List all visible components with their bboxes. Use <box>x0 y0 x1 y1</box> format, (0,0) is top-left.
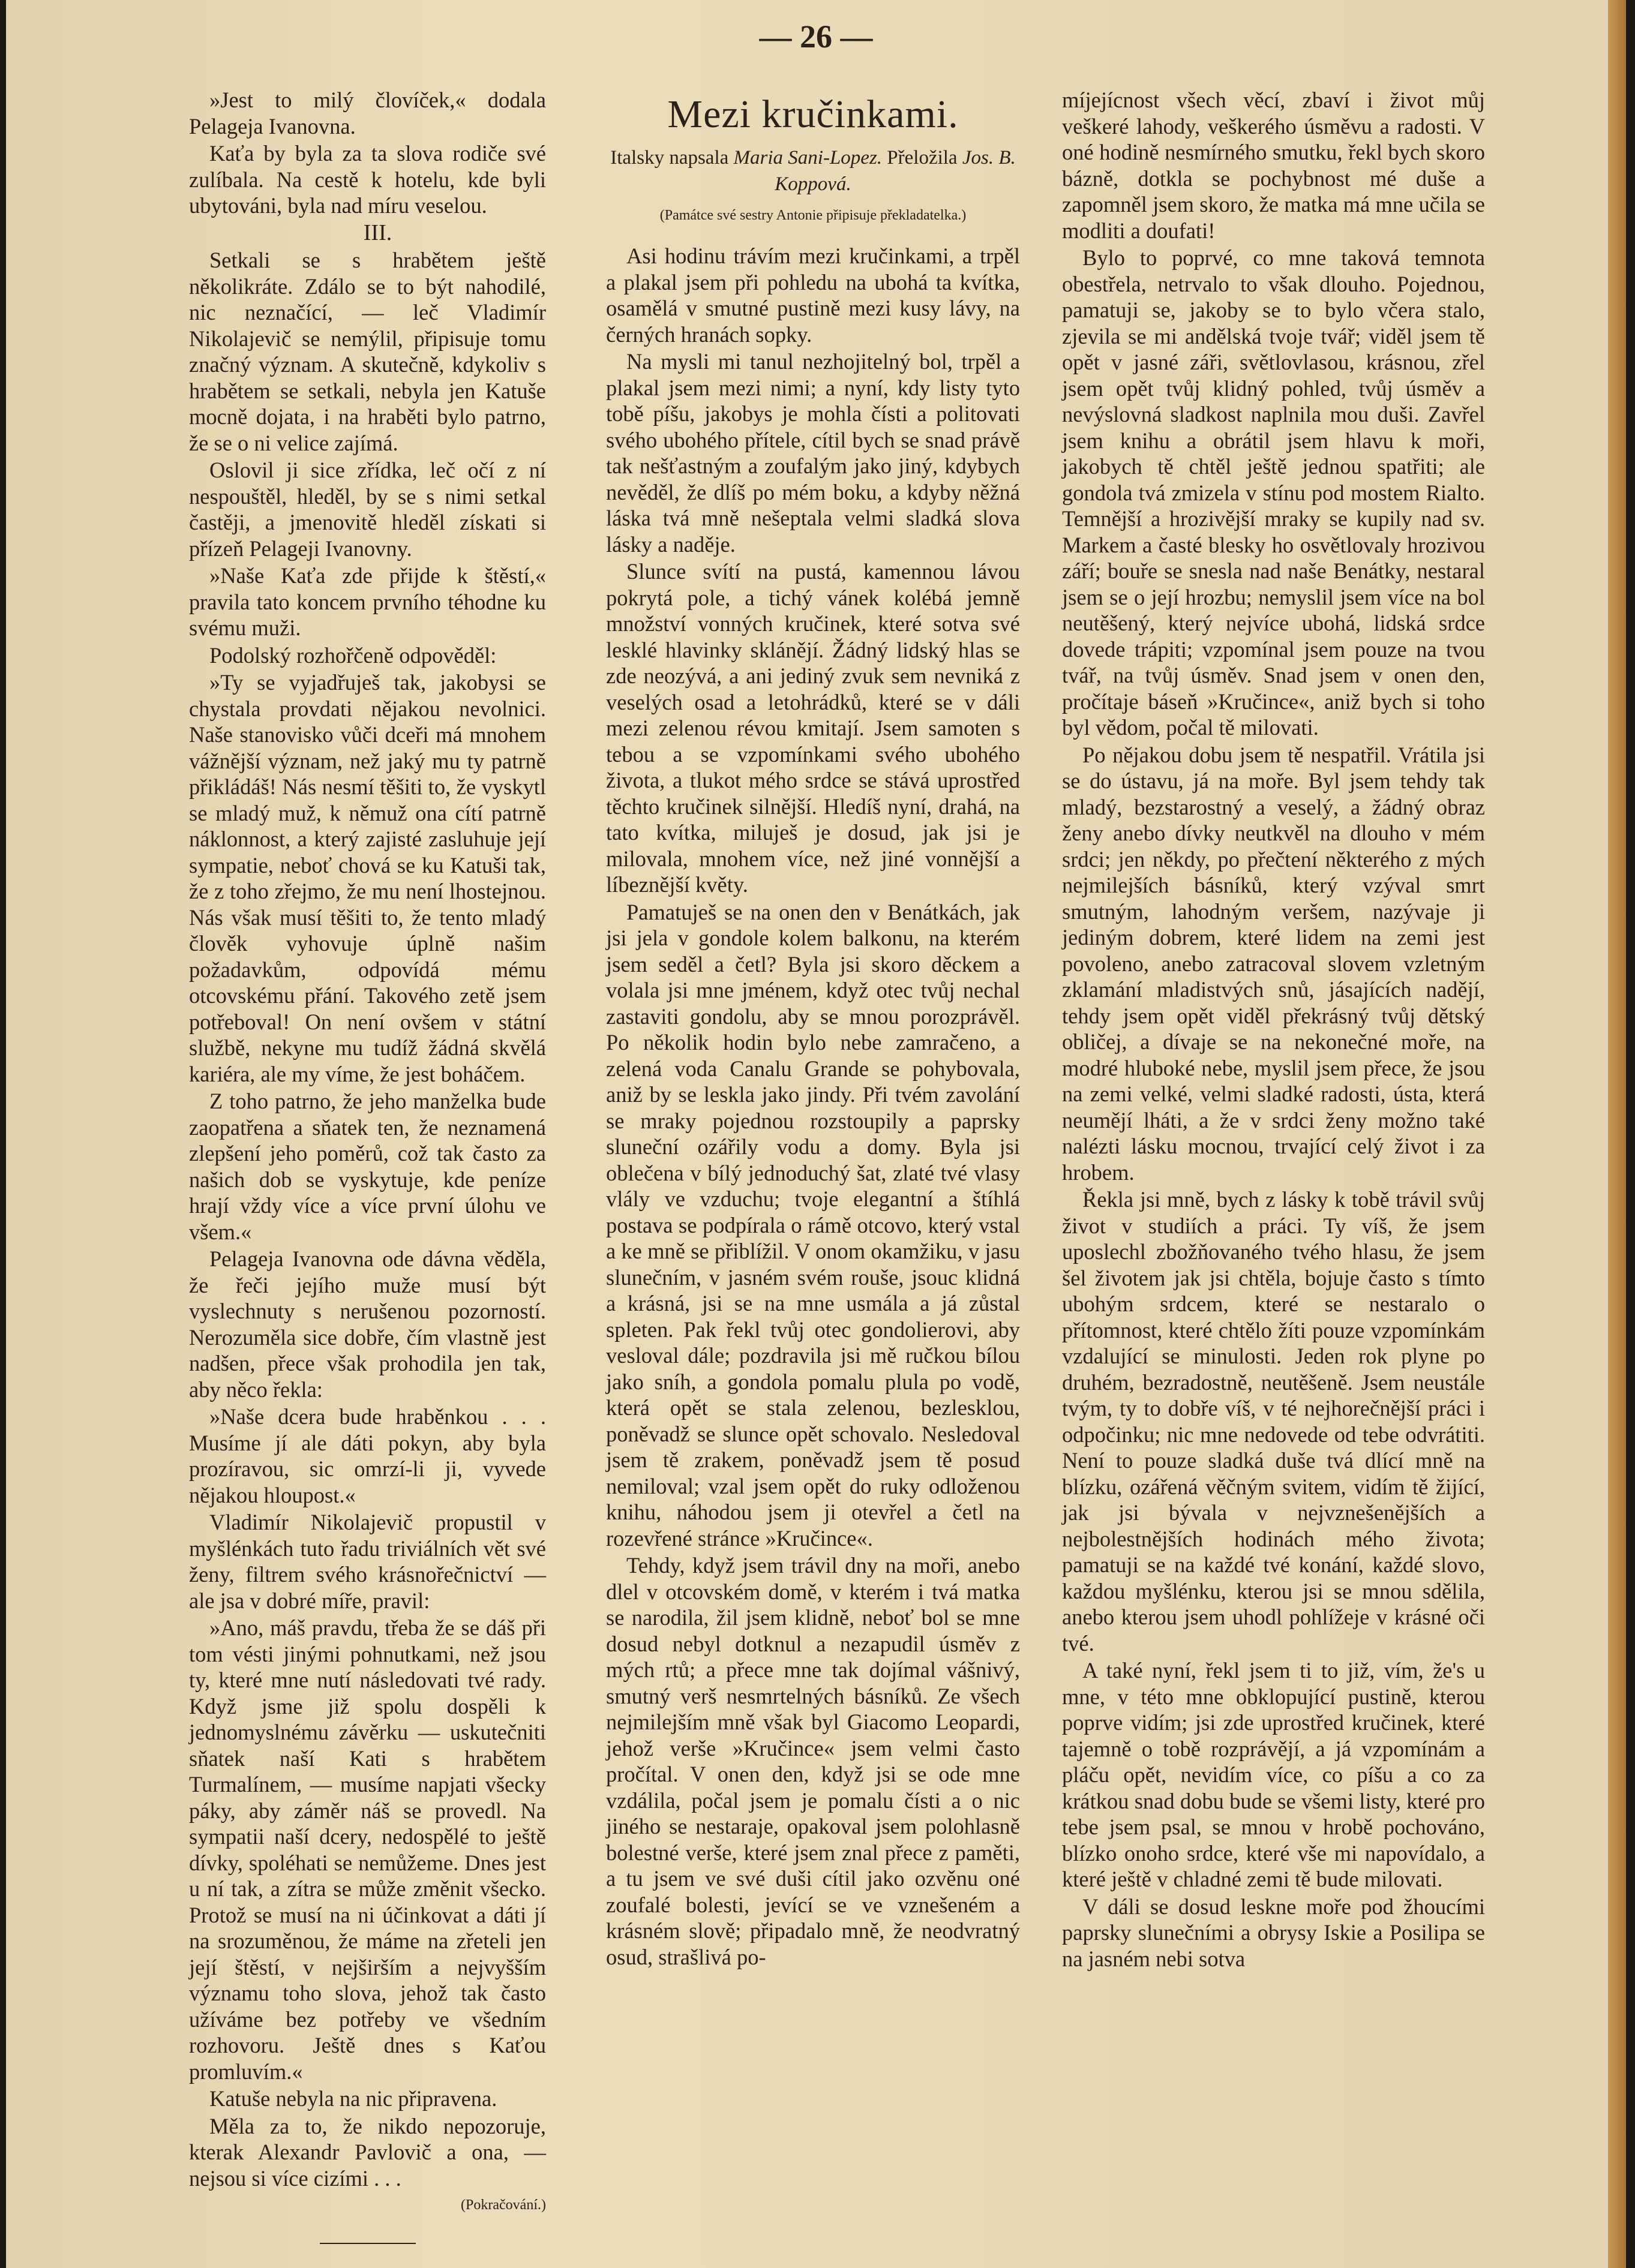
translator-name: Jos. B. Koppová. <box>775 147 1016 195</box>
continued-note: (Pokračování.) <box>461 2197 546 2213</box>
story-paragraph: Pelageja Ivanovna ode dávna věděla, že řeči jejího muže musí být vyslechnuty s nerušenou pozorností. Nerozuměla sice dobře, čím vlastně jest nadšen, přece však prohodila jen tak, aby něco řekla: <box>189 1246 546 1402</box>
article-paragraph: Tehdy, když jsem trávil dny na moři, anebo dlel v otcovském domě, v kterém i tvá matka se narodila, žil jsem klidně, neboť bol se mne dosud nebyl dotknul a nezapudil úsměv z mých rtů; a přece mne tak dojímal vášnivý, smutný verš nesmrtelných básníků. Ze všech nejmilejším mně však byl Giacomo Leopardi, jehož verše »Kručince« jsem velmi často pročítal. V onen den, když jsi se ode mne vzdálila, počal jsem je pomalu čísti a o nic jiného se nestaraje, opakoval jsem polohlasně bolestné verše, které jsem znal přece z paměti, a tu jsem ve své duši cítil jako ozvěnu oné zoufalé bolesti, jevící se ve vznešeném a krásném slově; připadalo mně, že neodvratný osud, strašlivá po- <box>606 1553 1020 1969</box>
article-paragraph: Na mysli mi tanul nezhojitelný bol, trpěl a plakal jsem mezi nimi; a nyní, kdy listy tyto tobě píšu, jakobys je mohla čísti a politovati svého ubohého přítele, cítil bych se snad právě tak nešťastným a zoufalým jako jiný, kdybych nevěděl, že dlíš po mém boku, a kdyby něžná láska tvá mně nešeptala velmi sladká slova lásky a naděje. <box>606 349 1020 557</box>
article-paragraph: Pamatuješ se na onen den v Benátkách, jak jsi jela v gondole kolem balkonu, na kterém jsem seděl a četl? Byla jsi skoro děckem a volala jsi mne jménem, když otec tvůj nechal zastaviti gondolu, aby se mnou porozprávěl. Po několik hodin bylo nebe zamračeno, a zelená voda Canalu Grande se pohybovala, aniž by se leskla jako jindy. Při tvém zavolání se mraky pojednou rozstoupily a paprsky sluneční ozářily vodu a domy. Byla jsi oblečena v bílý jednoduchý šat, zlaté tvé vlasy vlály ve vzduchu; tvoje elegantní a štíhlá postava se podpírala o rámě otcovo, který vstal a ke mně se přiblížil. V onom okamžiku, v jasu slunečním, v jasném svém rouše, jsouc klidná a krásná, jsi se na mne usmála a já zůstal spleten. Pak řekl tvůj otec gondolierovi, aby vesloval dále; pozdravila jsi mě ručkou bílou jako sníh, a gondola pomalu plula po vodě, která opět se stala zelenou, bezlesklou, poněvadž se slunce opět schovalo. Nesledoval jsem tě zrakem, poněvadž jsem tě posud nemiloval; vzal jsem opět do ruky odloženou knihu, náhodou jsem ji otevřel a četl na rozevřené stránce »Kručince«. <box>606 899 1020 1551</box>
byline <box>606 145 1020 197</box>
story-paragraph: »Naše dcera bude hraběnkou . . . Musíme jí ale dáti pokyn, aby byla prozíravou, sic omrzí-li ji, vyvede nějakou hloupost.« <box>189 1404 546 1507</box>
article-title: Mezi kručinkami. <box>667 92 959 136</box>
article-paragraph: míjejícnost všech věcí, zbaví i život můj veškeré lahody, veškerého úsměvu a radosti. V oné hodině nesmírného smutku, řekl bych skoro bázně, dotkla se pochybnost mé duše a zapomněl jsem skoro, že matka má mne učila se modliti a doufati! <box>1062 88 1485 243</box>
dedication: (Památce své sestry Antonie připisuje překladatelka.) <box>659 208 967 223</box>
story-paragraph: Z toho patrno, že jeho manželka bude zaopatřena a sňatek ten, že neznamená zlepšení jeho poměrů, což tak často za našich dob se vyskytuje, kde peníze hrají vždy více a více první úlohu ve všem.« <box>189 1089 546 1244</box>
byline-prefix: Italsky napsala <box>610 147 729 169</box>
story-paragraph: »Ano, máš pravdu, třeba že se dáš při tom vésti jinými pohnutkami, než jsou ty, které mne nutí následovati tvé rady. Když jsme již spolu dospěli k jednomyslnému závěrku — uskutečniti sňatek naší Kati s hrabětem Turmalínem, — musíme napjati všecky páky, aby záměr náš se provedl. Na sympatii naší dcery, nedospělé to ještě dívky, spoléhati se nemůžeme. Dnes jest u ní tak, a zítra se může změnit všecko. Protož se musí na ni účinkovat a dáti jí na srozuměnou, že máme na zřeteli jen její štěstí, v nejširším a nejvyšším významu toho slova, jehož tak často užíváme bez potřeby ve všedním rozhovoru. Ještě dnes s Kaťou promluvím.« <box>189 1615 546 2084</box>
article-paragraph: Bylo to poprvé, co mne taková temnota obestřela, netrvalo to však dlouho. Pojednou, pamatuji se, jakoby se to bylo včera stalo, zjevila se mi andělská tvoje tvář; viděl jsem tě opět v jasné záři, světlovlasou, krásnou, zřel jsem opět tvůj klidný pohled, tvůj úsměv a nevýslovná sladkost naplnila mou duši. Zavřel jsem knihu a obrátil jsem hlavu k moři, jakobych tě chtěl ještě jednou spatřiti; ale gondola tvá zmizela v stínu pod mostem Rialto. Temnější a hrozivější mraky se kupily nad sv. Markem a časté blesky ho osvětlovaly hrozivou září; bouře se snesla nad naše Benátky, nestaral jsem se o její hrozbu; nemyslil jsem více na bol neutěšený, který nejvíce ubohá, lidská srdce dovede trápiti; vzpomínal jsem pouze na tvou tvář, na tvůj úsměv. Snad jsem v onen den, pročítaje báseň »Kručince«, aniž bych si toho byl vědom, počal tě milovati. <box>1062 245 1485 740</box>
article-paragraph: Po nějakou dobu jsem tě nespatřil. Vrátila jsi se do ústavu, já na moře. Byl jsem tehdy tak mladý, bezstarostný a veselý, a žádný obraz ženy anebo dívky neutkvěl na dlouho v mém srdci; jen někdy, po přečtení některého z mých nejmilejších básníků, který vzýval smrt smutným, lahodným veršem, nazývaje ji jediným dobrem, které lidem na zemi jest povoleno, anebo zatracoval slovem vzletným zklamání mladistvých snů, jásajících nadějí, tehdy jsem opět viděl překrásný tvůj dětský obličej, a dívaje se na nekonečné moře, na modré hluboké nebe, myslil jsem přece, že jsou na zemi velké, velmi sladké radosti, ústa, která neumějí lháti, a že v srdci ženy možno také nalézti lásku mocnou, trvající celý život i za hrobem. <box>1062 742 1485 1185</box>
story-paragraph: »Jest to milý človíček,« dodala Pelageja Ivanovna. <box>189 88 546 139</box>
story-paragraph: Katuše nebyla na nic připravena. <box>209 2086 497 2111</box>
column-1-story <box>189 87 546 2244</box>
section-heading: III. <box>363 220 392 245</box>
end-rule <box>320 2243 416 2244</box>
story-paragraph: Oslovil ji sice zřídka, leč očí z ní nespouštěl, hleděl, by se s nimi setkal častěji, a jmenovitě hleděl získati si přízeň Pelageji Ivanovny. <box>189 458 546 561</box>
page-number: — 26 — <box>759 19 873 55</box>
story-paragraph: Vladimír Nikolajevič propustil v myšlénkách tuto řadu triviálních vět své ženy, filtrem svého krásnořečnictví — ale jsa v dobré míře, pravil: <box>189 1510 546 1613</box>
column-3-article <box>1062 87 1485 1973</box>
story-paragraph: Měla za to, že nikdo nepozoruje, kterak Alexandr Pavlovič a ona, — nejsou si více cizími . . . <box>189 2113 546 2191</box>
page-edge <box>1608 0 1626 2268</box>
newspaper-page <box>6 0 1626 2268</box>
story-paragraph: Kaťa by byla za ta slova rodiče své zulíbala. Na cestě k hotelu, kde byli ubytováni, byla nad míru veselou. <box>189 141 546 218</box>
story-paragraph: »Naše Kaťa zde přijde k štěstí,« pravila tato koncem prvního téhodne ku svému muži. <box>189 563 546 640</box>
article-paragraph: Asi hodinu trávím mezi kručinkami, a trpěl a plakal jsem při pohledu na ubohá ta kvítka, osamělá v smutné pustině mezi kusy lávy, na černých hranách sopky. <box>606 244 1020 347</box>
author-name: Maria Sani-Lopez. <box>733 147 883 169</box>
column-2-article <box>606 87 1020 1971</box>
story-paragraph: Setkali se s hrabětem ještě několikráte. Zdálo se to být nahodilé, nic neznačící, — leč Vladimír Nikolajevič se nemýlil, připisuje tomu značný význam. A skutečně, kdykoliv s hrabětem se setkali, nebyla jen Katuše mocně dojata, i na hraběti bylo patrno, že se o ni velice zajímá. <box>189 248 546 455</box>
article-paragraph: A také nyní, řekl jsem ti to již, vím, že's u mne, v této mne obklopující pustině, kterou poprve vidím; jsi zde uprostřed kručinek, které tajemně o tobě rozprávějí, a já vzpomínám a pláču opět, nevidím více, co píšu a co za krátkou snad dobu bude se všemi listy, které pro tebe jsem psal, se mnou v hrobě pochováno, blízko onoho srdce, které vše mi napovídalo, a které ještě v chladné zemi tě bude milovati. <box>1062 1658 1485 1891</box>
article-paragraph: V dáli se dosud leskne moře pod žhoucími paprsky slunečními a obrysy Iskie a Posilipa se na jasném nebi sotva <box>1062 1894 1485 1971</box>
article-paragraph: Řekla jsi mně, bych z lásky k tobě trávil svůj život v studiích a práci. Ty víš, že jsem uposlechl zbožňovaného tvého hlasu, že jsem šel životem jak jsi chtěla, bojuje často s tímto ubohým srdcem, které se nestaralo o přítomnost, které chtělo žíti pouze vzpomínkám vzdalující se minulosti. Jeden rok plyne po druhém, bezradostně, neutěšeně. Jsem neustále tvým, ty to dobře víš, v té nejhorečnější práci i odpočinku; nic mne nedovede od tebe odvrátiti. Není to pouze sladká duše tvá dlící mně na blízku, ozářená věčným svitem, vidím tě žijící, jak jsi bývala v nejvznešenějších a nejbolestnějších hodinách mého života; pamatuji se na každé tvé konání, každé slovo, každou myšlénku, kterou jsi se mnou sdělila, anebo kterou jsem uhodl pohlížeje v krásné oči tvé. <box>1062 1187 1485 1656</box>
story-paragraph: Podolský rozhořčeně odpověděl: <box>209 642 497 668</box>
translated-label: Přeložila <box>887 147 958 169</box>
story-paragraph: »Ty se vyjadřuješ tak, jakobysi se chystala provdati nějakou nevolnici. Naše stanovisko vůči dceři má mnohem vážnější význam, než jaký mu ty patrně přikládáš! Nás nesmí těšiti to, že vyskytl se mladý muž, k němuž ona cítí patrně náklonnost, a který zajisté zasluhuje její sympatie, neboť chová se ku Katuši tak, že z toho zřejmo, že mu není lhostejnou. Nás však musí těšiti to, že tento mladý člověk vyhovuje úplně našim požadavkům, odpovídá mému otcovskému přání. Takového zetě jsem potřeboval! On není ovšem v státní službě, nekyne mu tudíž žádná skvělá kariéra, ale my víme, že jest boháčem. <box>189 670 546 1086</box>
article-paragraph: Slunce svítí na pustá, kamennou lávou pokrytá pole, a tichý vánek kolébá jemně množství vonných kručinek, které sotva své lesklé hlavinky sklánějí. Žádný lidský hlas se zde neozývá, a ani jediný zvuk sem nevniká z veselých osad a letohrádků, které se v dáli mezi zelenou révou kmitají. Jsem samoten s tebou a se vzpomínkami svého ubohého života, a tlukot mého srdce se stává uprostřed těchto kručinek silnější. Hledíš nyní, drahá, na tato kvítka, miluješ je dosud, jak jsi je milovala, mnohem více, než jiné vonnější a líbeznější květy. <box>606 559 1020 897</box>
